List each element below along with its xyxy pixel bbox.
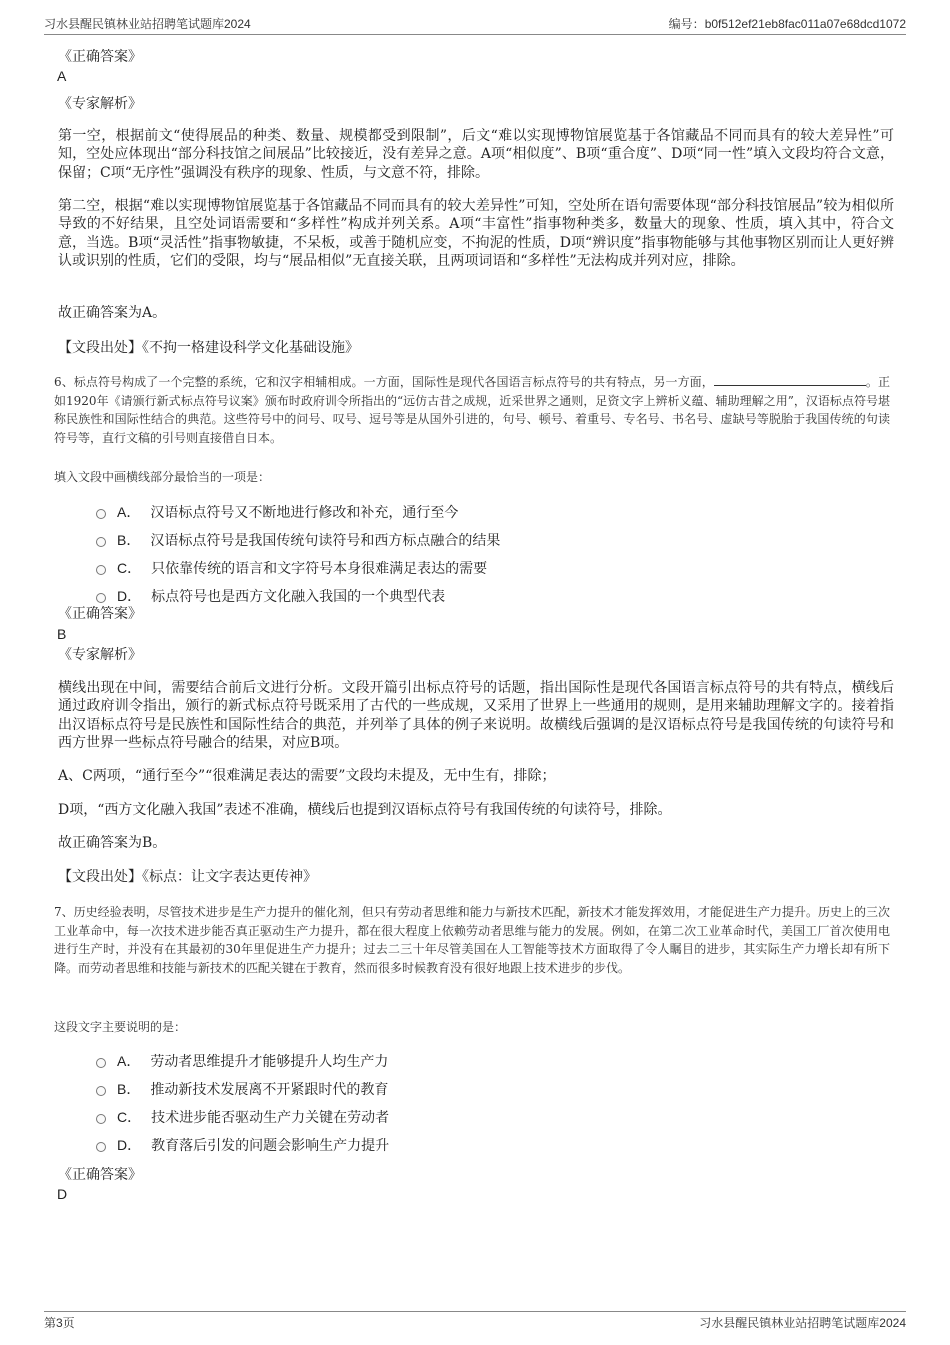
option-key: D． xyxy=(117,1137,142,1153)
fill-blank-line xyxy=(714,375,866,386)
analysis-paragraph: A、C两项，“通行至今”“很难满足表达的需要”文段均未提及，无中生有，排除； xyxy=(58,768,556,784)
correct-answer-value: B xyxy=(57,626,67,642)
option-a[interactable] xyxy=(96,1050,388,1072)
option-text: 标点符号也是西方文化融入我国的一个典型代表 xyxy=(151,589,446,605)
correct-answer-label: 《正确答案》 xyxy=(58,49,142,65)
option-text: 只依靠传统的语言和文字符号本身很难满足表达的需要 xyxy=(151,561,488,577)
question-prompt: 填入文段中画横线部分最恰当的一项是： xyxy=(54,470,271,484)
option-key: A． xyxy=(117,504,141,520)
radio-icon[interactable] xyxy=(96,1142,106,1152)
question-stem-part2: 。正如1920年《请颁行新式标点符号议案》颁布时政府训令所指出的“远仿古昔之成规，近采世界之通则，足资文字上辨析义蕴、辅助理解之用”，汉语标点符号堪称民族性和国际性结合的典范。这些符号中的问号、叹号、逗号等是从国外引进的，句号、顿号、着重号、专名号、书名号、虚缺号等脱胎于我国传统的句读符号等，直行文稿的引号则直接借自日本。 xyxy=(54,375,890,445)
option-text: 教育落后引发的问题会影响生产力提升 xyxy=(151,1138,390,1154)
radio-icon[interactable] xyxy=(96,509,106,519)
header-divider xyxy=(44,34,906,35)
option-key: A． xyxy=(117,1053,141,1069)
source-citation: 【文段出处】《不拘一格建设科学文化基础设施》 xyxy=(58,340,359,356)
option-c[interactable] xyxy=(96,557,487,579)
expert-analysis-label: 《专家解析》 xyxy=(58,96,142,112)
document-id xyxy=(669,15,906,32)
option-d[interactable] xyxy=(96,585,445,607)
radio-icon[interactable] xyxy=(96,1114,106,1124)
correct-answer-value: D xyxy=(57,1186,68,1202)
option-text: 劳动者思维提升才能够提升人均生产力 xyxy=(150,1054,389,1070)
analysis-conclusion: 故正确答案为A。 xyxy=(58,305,167,321)
option-b[interactable] xyxy=(96,529,500,551)
correct-answer-value: A xyxy=(57,68,67,84)
document-id-code: b0f512ef21eb8fac011a07e68dcd1072 xyxy=(704,17,906,31)
document-id-label: 编号： xyxy=(668,17,705,31)
question-prompt: 这段文字主要说明的是： xyxy=(54,1020,187,1034)
question-stem xyxy=(54,373,890,447)
radio-icon[interactable] xyxy=(96,1086,106,1096)
footer-divider xyxy=(44,1311,906,1312)
radio-icon[interactable] xyxy=(96,1058,106,1068)
option-a[interactable] xyxy=(96,501,458,523)
radio-icon[interactable] xyxy=(96,537,106,547)
correct-answer-label: 《正确答案》 xyxy=(58,606,142,622)
option-text: 汉语标点符号是我国传统句读符号和西方标点融合的结果 xyxy=(150,533,501,549)
question-stem: 7、历史经验表明，尽管技术进步是生产力提升的催化剂，但只有劳动者思维和能力与新技术匹配，新技术才能发挥效用，才能促进生产力提升。历史上的三次工业革命中，每一次技术进步能否真正驱动生产力提升，都在很大程度上依赖劳动者思维与能力的发展。例如，在第二次工业革命时代，美国工厂首次使用电进行生产时，并没有在其最初的30年里促进生产力提升；过去二三十年尽管美国在人工智能等技术方面取得了令人瞩目的进步，其实际生产力增长却有所下降。而劳动者思维和技能与新技术的匹配关键在于教育，然而很多时候教育没有很好地跟上技术进步的步伐。 xyxy=(54,905,890,975)
source-citation: 【文段出处】《标点：让文字表达更传神》 xyxy=(58,869,317,885)
radio-icon[interactable] xyxy=(96,565,106,575)
option-text: 汉语标点符号又不断地进行修改和补充，通行至今 xyxy=(150,505,459,521)
option-c[interactable] xyxy=(96,1106,389,1128)
radio-icon[interactable] xyxy=(96,593,106,603)
option-key: B． xyxy=(117,532,141,548)
page-number: 第3页 xyxy=(44,1316,75,1330)
expert-analysis-label: 《专家解析》 xyxy=(58,647,142,663)
analysis-paragraph: 横线出现在中间，需要结合前后文进行分析。文段开篇引出标点符号的话题，指出国际性是现代各国语言标点符号的共有特点，横线后通过政府训令指出，颁行的新式标点符号既采用了古代的一些成规，又采用了世界上一些通用的规则，是用来辅助理解文字的。接着指出汉语标点符号是民族性和国际性结合的典范，并列举了具体的例子来说明。故横线后强调的是汉语标点符号是我国传统的句读符号和西方世界一些标点符号融合的结果，对应B项。 xyxy=(58,680,894,752)
analysis-paragraph: 第二空，根据“难以实现博物馆展览基于各馆藏品不同而具有的较大差异性”可知，空处所在语句需要体现“部分科技馆展品”较为相似所导致的不好结果，且空处词语需要和“多样性”构成并列关系。A项“丰富性”指事物种类多，数量大的现象、性质，填入其中，符合文意，当选。B项“灵活性”指事物敏捷，不呆板，或善于随机应变，不拘泥的性质，D项“辨识度”指事物能够与其他事物区别而让人更好辨认或识别的性质，它们的受限，均与“展品相似”无直接关联，且两项词语和“多样性”无法构成并列对应，排除。 xyxy=(58,198,894,270)
question-stem-part1: 6、标点符号构成了一个完整的系统，它和汉字相辅相成。一方面，国际性是现代各国语言标点符号的共有特点，另一方面， xyxy=(54,375,714,389)
option-key: B． xyxy=(117,1081,141,1097)
correct-answer-label: 《正确答案》 xyxy=(58,1167,142,1183)
option-text: 技术进步能否驱动生产力关键在劳动者 xyxy=(151,1110,390,1126)
analysis-paragraph: 第一空，根据前文“使得展品的种类、数量、规模都受到限制”，后文“难以实现博物馆展览基于各馆藏品不同而具有的较大差异性”可知，空处应体现出“部分科技馆之间展品”比较接近，没有差异之意。A项“相似度”、B项“重合度”、D项“同一性”填入文段均符合文意，保留；C项“无序性”强调没有秩序的现象、性质，与文意不符，排除。 xyxy=(58,128,894,181)
option-b[interactable] xyxy=(96,1078,388,1100)
analysis-conclusion: 故正确答案为B。 xyxy=(58,835,167,851)
analysis-paragraph: D项，“西方文化融入我国”表述不准确，横线后也提到汉语标点符号有我国传统的句读符号，排除。 xyxy=(58,802,672,818)
header-title: 习水县醒民镇林业站招聘笔试题库2024 xyxy=(44,17,251,31)
option-key: C． xyxy=(117,560,142,576)
footer-title: 习水县醒民镇林业站招聘笔试题库2024 xyxy=(699,1316,906,1330)
option-key: C． xyxy=(117,1109,142,1125)
option-text: 推动新技术发展离不开紧跟时代的教育 xyxy=(150,1082,389,1098)
option-key: D． xyxy=(117,588,142,604)
option-d[interactable] xyxy=(96,1134,389,1156)
